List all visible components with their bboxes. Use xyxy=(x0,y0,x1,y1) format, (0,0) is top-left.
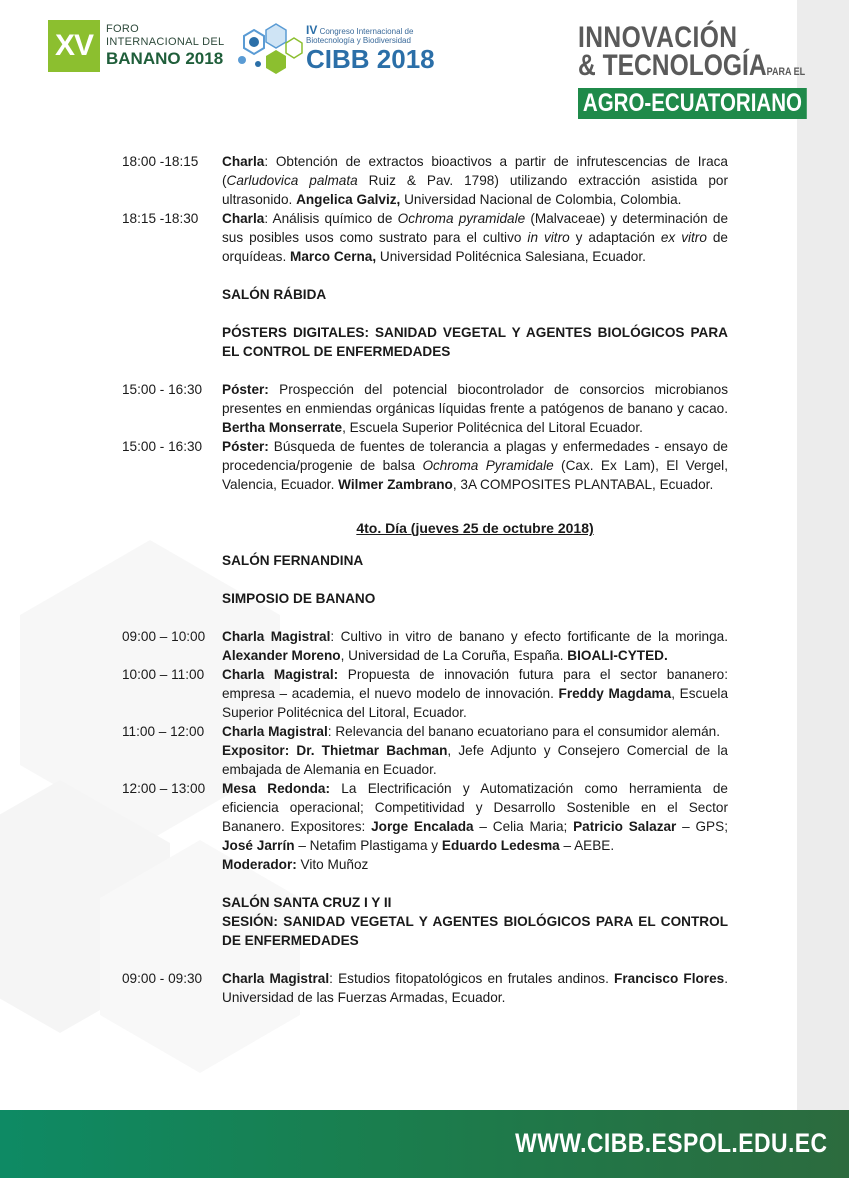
day-title: 4to. Día (jueves 25 de octubre 2018) xyxy=(356,520,594,536)
innov-line1: INNOVACIÓN xyxy=(578,21,738,54)
session-description: Charla Magistral: Propuesta de innovación futura para el sector bananero: empresa – academia, el nuevo modelo de innovación. Freddy Magdama, Escuela Superior Politécnica del Litoral, Ecuador. xyxy=(222,667,728,720)
cibb-title: CIBB 2018 xyxy=(306,43,435,74)
molecule-hexagon-icon xyxy=(234,22,304,76)
foro-line1: FORO xyxy=(106,23,139,35)
cibb-subtitle: Congreso Internacional de Biotecnología y Biodiversidad xyxy=(306,26,414,45)
session-description: Charla Magistral: Relevancia del banano ecuatoriano para el consumidor alemán. Expositor: Dr. Thietmar Bachman, Jefe Adjunto y Consejero Comercial de la embajada de Alemania en Ecuador. xyxy=(222,724,728,777)
posters-heading: PÓSTERS DIGITALES: SANIDAD VEGETAL Y AGENTES BIOLÓGICOS PARA EL CONTROL DE ENFERMEDADES xyxy=(222,325,728,359)
session-description: Mesa Redonda: La Electrificación y Automatización como herramienta de eficiencia operacional; Competitividad y Desarrollo Sostenible en el Sector Bananero. Expositores: Jorge Encalada – Celia Maria; Patricio Salazar – GPS; José Jarrín – Netafim Plastigama y Eduardo Ledesma – AEBE. Moderador: Vito Muñoz xyxy=(222,781,728,872)
innov-band: AGRO-ECUATORIANO xyxy=(578,88,807,119)
innov-para: PARA EL xyxy=(766,66,806,78)
innov-line2: & TECNOLOGÍA xyxy=(578,49,767,82)
poster-description: Póster: Búsqueda de fuentes de tolerancia a plagas y enfermedades - ensayo de procedencia/progenie de balsa Ochroma Pyramidale (Cax. Ex Lam), El Vergel, Valencia, Ecuador. Wilmer Zambrano, 3A COMPOSITES PLANTABAL, Ecuador. xyxy=(222,439,728,492)
session-time: 11:00 – 12:00 xyxy=(122,724,205,739)
session-description: Charla Magistral: Cultivo in vitro de banano y efecto fortificante de la moringa. Alexander Moreno, Universidad de La Coruña, España. BIOALI-CYTED. xyxy=(222,629,728,663)
session-row xyxy=(122,627,728,665)
foro-line3: BANANO 2018 xyxy=(106,49,224,68)
footer-url-link[interactable]: WWW.CIBB.ESPOL.EDU.EC xyxy=(514,1128,827,1158)
session-time: 09:00 – 10:00 xyxy=(122,629,206,644)
salon-fernandina-heading: SALÓN FERNANDINA xyxy=(222,553,364,568)
session-time: 12:00 – 13:00 xyxy=(122,781,206,796)
session-row xyxy=(122,722,728,779)
cibb-roman: IV xyxy=(306,22,318,37)
session-time: 18:00 -18:15 xyxy=(122,154,199,169)
session-time: 10:00 – 11:00 xyxy=(122,667,205,682)
simposio-heading: SIMPOSIO DE BANANO xyxy=(222,591,376,606)
session-time: 09:00 - 09:30 xyxy=(122,971,203,986)
session-row xyxy=(122,665,728,722)
salon-santa-cruz-heading: SALÓN SANTA CRUZ I Y II xyxy=(222,895,392,910)
salon-rabida-heading: SALÓN RÁBIDA xyxy=(222,287,327,302)
foro-banano-logo xyxy=(48,20,224,72)
footer-banner xyxy=(0,1110,849,1178)
poster-row xyxy=(122,437,728,494)
session-row xyxy=(122,779,728,874)
xv-badge: XV xyxy=(48,20,100,72)
sesion-heading: SESIÓN: SANIDAD VEGETAL Y AGENTES BIOLÓGICOS PARA EL CONTROL DE ENFERMEDADES xyxy=(222,914,728,948)
innovacion-logo xyxy=(578,21,849,119)
session-row xyxy=(122,209,728,266)
foro-line2: INTERNACIONAL DEL xyxy=(106,36,225,48)
session-time: 18:15 -18:30 xyxy=(122,211,199,226)
poster-description: Póster: Prospección del potencial biocontrolador de consorcios microbianos presentes en enmiendas orgánicas líquidas frente a patógenos de banano y cacao. Bertha Monserrate, Escuela Superior Politécnica del Litoral Ecuador. xyxy=(222,382,728,435)
agenda-content xyxy=(122,152,728,1007)
poster-time: 15:00 - 16:30 xyxy=(122,382,203,397)
side-panel xyxy=(797,0,849,1110)
cibb-logo xyxy=(234,22,435,76)
session-description: Charla: Obtención de extractos bioactivos a partir de infrutescencias de Iraca (Carludovica palmata Ruiz & Pav. 1798) utilizando extracción asistida por ultrasonido. Angelica Galviz, Universidad Nacional de Colombia, Colombia. xyxy=(222,154,728,207)
session-row xyxy=(122,969,728,1007)
session-row xyxy=(122,152,728,209)
poster-row xyxy=(122,380,728,437)
poster-time: 15:00 - 16:30 xyxy=(122,439,203,454)
session-description: Charla: Análisis químico de Ochroma pyramidale (Malvaceae) y determinación de sus posibles usos como sustrato para el cultivo in vitro y adaptación ex vitro de orquídeas. Marco Cerna, Universidad Politécnica Salesiana, Ecuador. xyxy=(222,211,729,264)
session-description: Charla Magistral: Estudios fitopatológicos en frutales andinos. Francisco Flores. Universidad de las Fuerzas Armadas, Ecuador. xyxy=(222,971,729,1005)
